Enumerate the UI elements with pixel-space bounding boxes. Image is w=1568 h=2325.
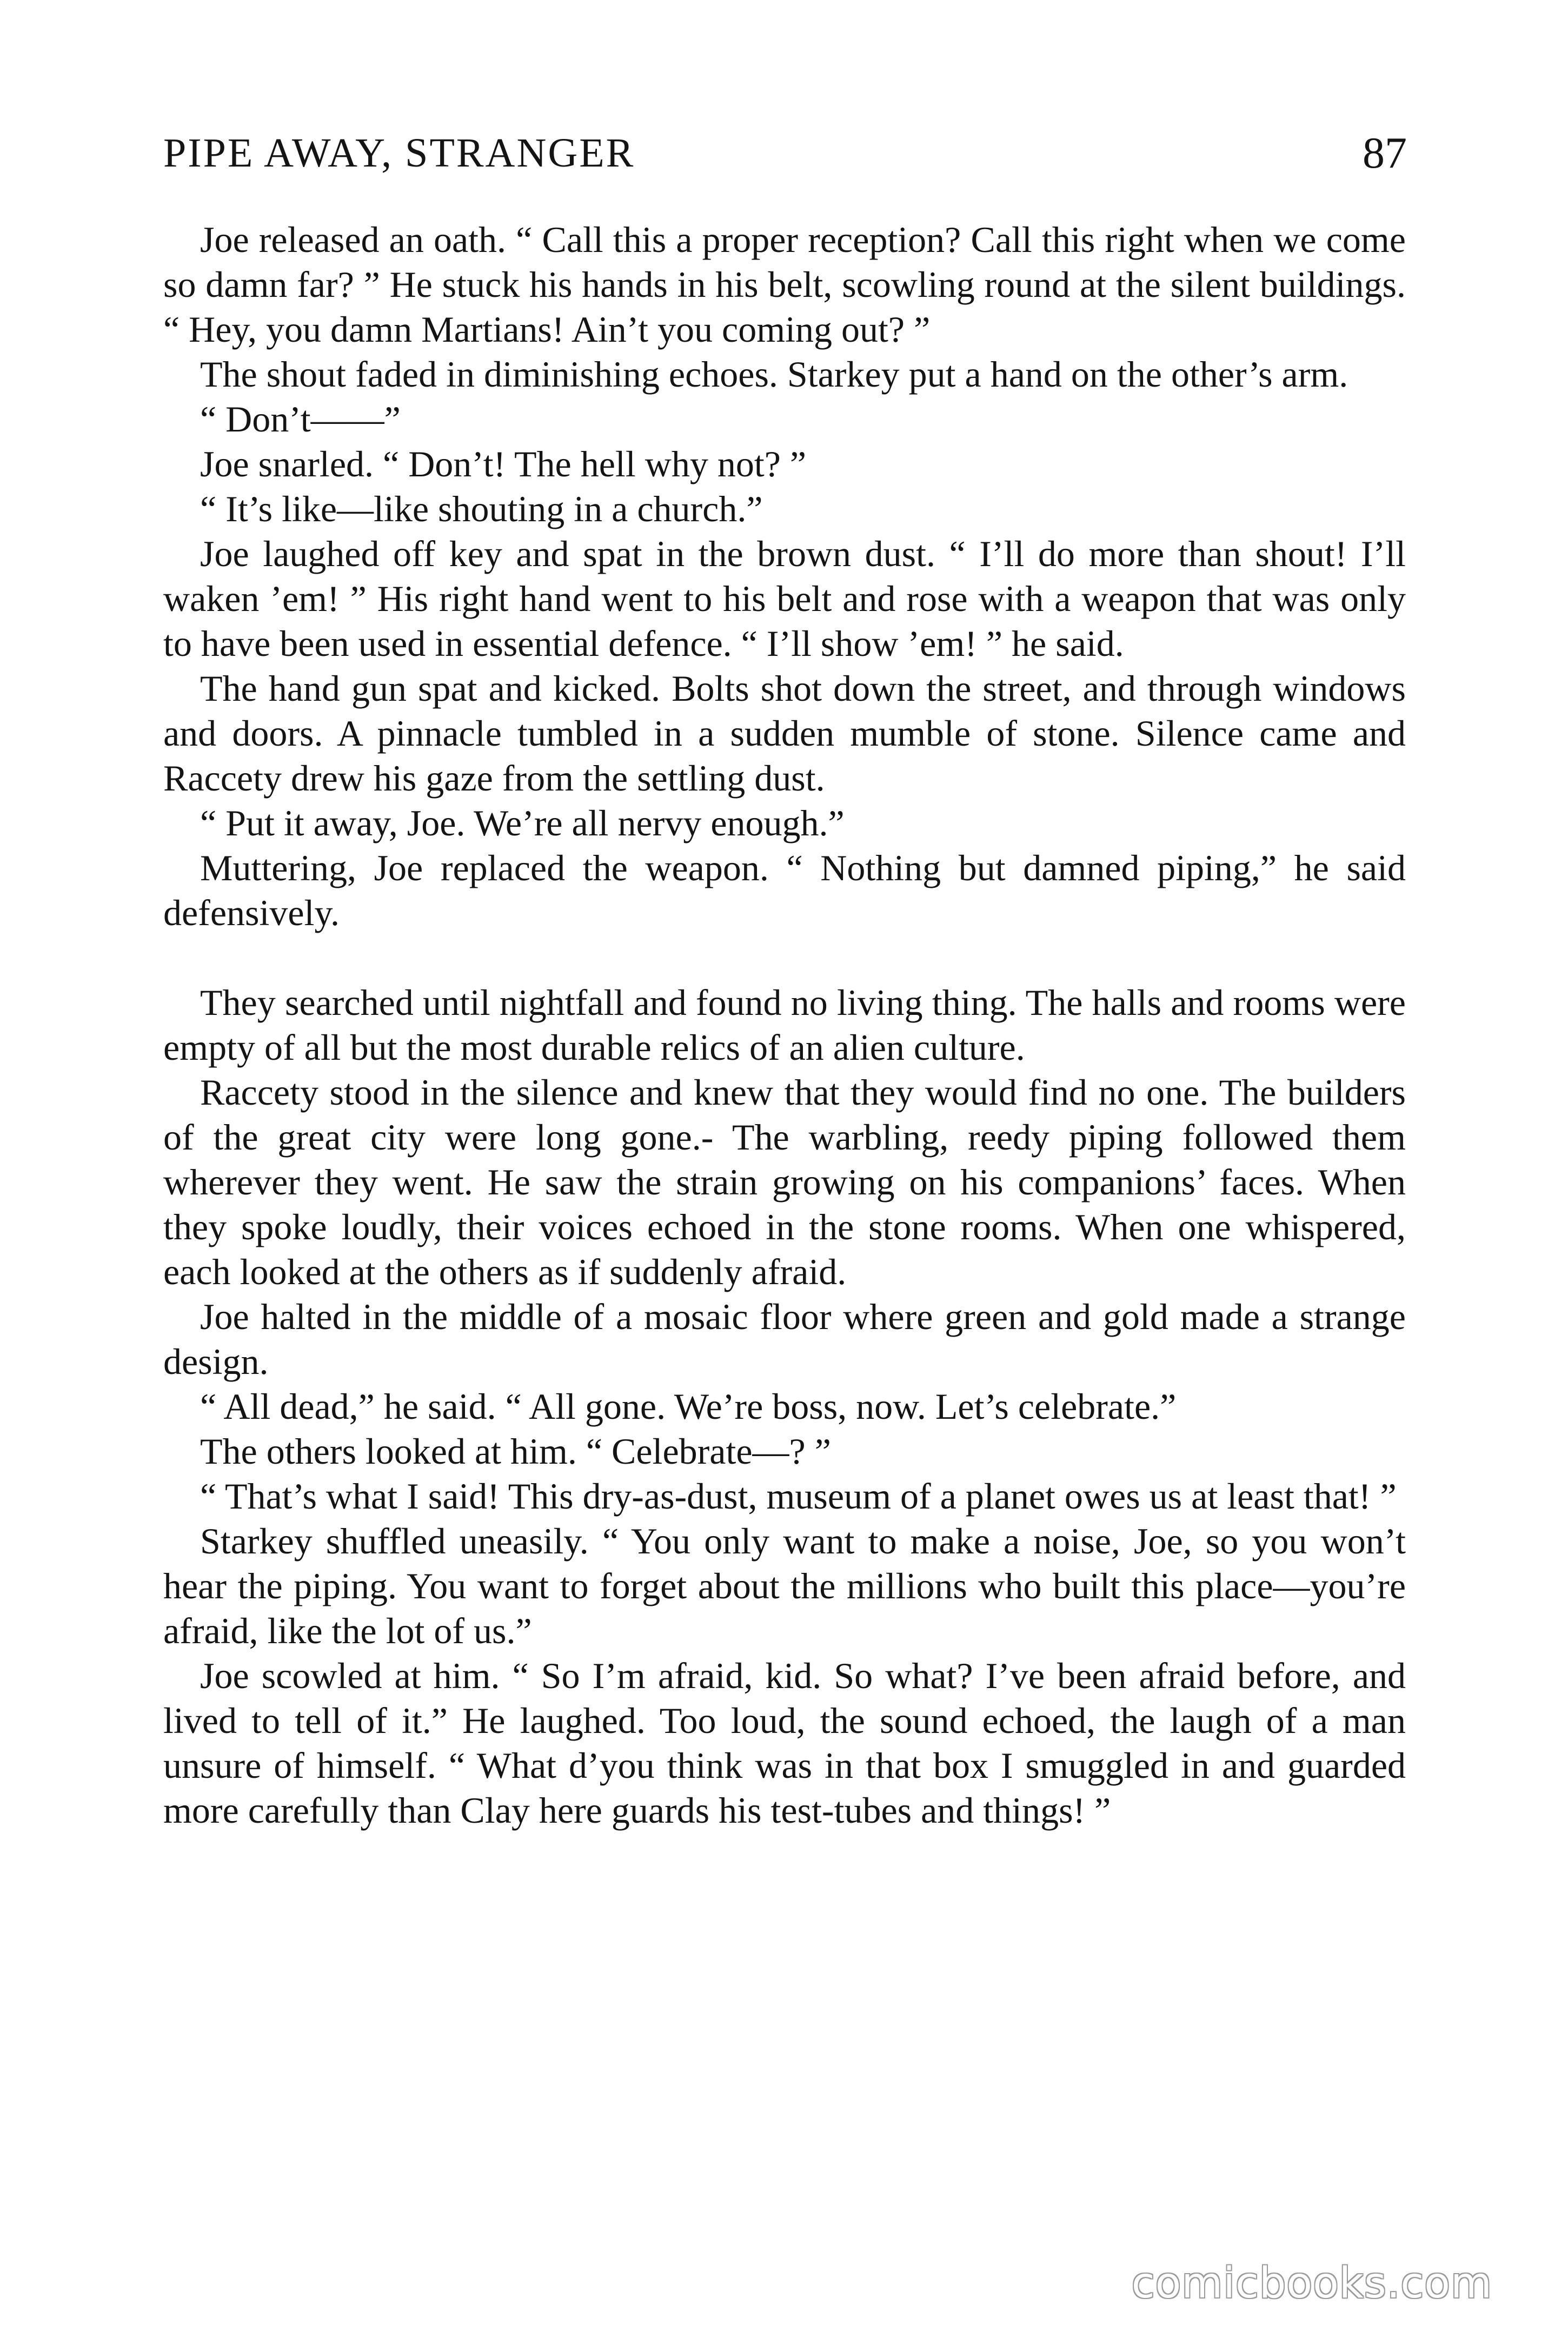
paragraph: “ That’s what I said! This dry-as-dust, museum of a planet owes us at least that! ”: [200, 1476, 1397, 1517]
paragraph: The hand gun spat and kicked. Bolts shot down the street, and through windows and doors. A pinnacle tumbled in a sudden mumble of stone. Silence came and Raccety drew his gaze from the settling dust.: [163, 668, 1406, 799]
body-text: [163, 217, 1406, 1833]
watermark: comicbooks.com: [1131, 2259, 1492, 2308]
paragraph: The shout faded in diminishing echoes. Starkey put a hand on the other’s arm.: [200, 354, 1348, 395]
paragraph: Joe scowled at him. “ So I’m afraid, kid. So what? I’ve been afraid before, and lived to tell of it.” He laughed. Too loud, the sound echoed, the laugh of a man unsure of himself. “ What d’you think was in that box I smuggled in and guarded more carefully than Clay here guards his test-tubes and things! ”: [163, 1655, 1406, 1831]
paragraph: Joe laughed off key and spat in the brown dust. “ I’ll do more than shout! I’ll waken ’em! ” His right hand went to his belt and rose with a weapon that was only to have been used in essential defence. “ I’ll show ’em! ” he said.: [163, 533, 1406, 664]
paragraph: “ It’s like—like shouting in a church.”: [200, 488, 763, 529]
section-break: [163, 935, 1406, 980]
page-number: 87: [1363, 128, 1407, 177]
paragraph: “ Don’t——”: [200, 398, 401, 440]
paragraph: “ Put it away, Joe. We’re all nervy enough.”: [200, 802, 845, 843]
paragraph: Raccety stood in the silence and knew that they would find no one. The builders of the great city were long gone.- The warbling, reedy piping followed them wherever they went. He saw the strain growing on his companions’ faces. When they spoke loudly, their voices echoed in the stone rooms. When one whispered, each looked at the others as if suddenly afraid.: [163, 1072, 1406, 1292]
paragraph: Muttering, Joe replaced the weapon. “ Nothing but damned piping,” he said defensively.: [163, 847, 1406, 933]
paragraph: They searched until nightfall and found no living thing. The halls and rooms were empty of all but the most durable relics of an alien culture.: [163, 982, 1406, 1068]
paragraph: The others looked at him. “ Celebrate—? ”: [200, 1431, 831, 1472]
paragraph: Joe snarled. “ Don’t! The hell why not? ”: [200, 443, 807, 484]
paragraph: “ All dead,” he said. “ All gone. We’re boss, now. Let’s celebrate.”: [200, 1386, 1177, 1427]
running-title: PIPE AWAY, STRANGER: [163, 130, 635, 176]
paragraph: Joe released an oath. “ Call this a proper reception? Call this right when we come so damn far? ” He stuck his hands in his belt, scowling round at the silent buildings. “ Hey, you damn Martians! Ain’t you coming out? ”: [163, 219, 1406, 350]
paragraph: Starkey shuffled uneasily. “ You only want to make a noise, Joe, so you won’t hear the piping. You want to forget about the millions who built this place—you’re afraid, like the lot of us.”: [163, 1520, 1406, 1651]
paragraph: Joe halted in the middle of a mosaic floor where green and gold made a strange design.: [163, 1296, 1406, 1382]
page-header: [163, 123, 1407, 188]
